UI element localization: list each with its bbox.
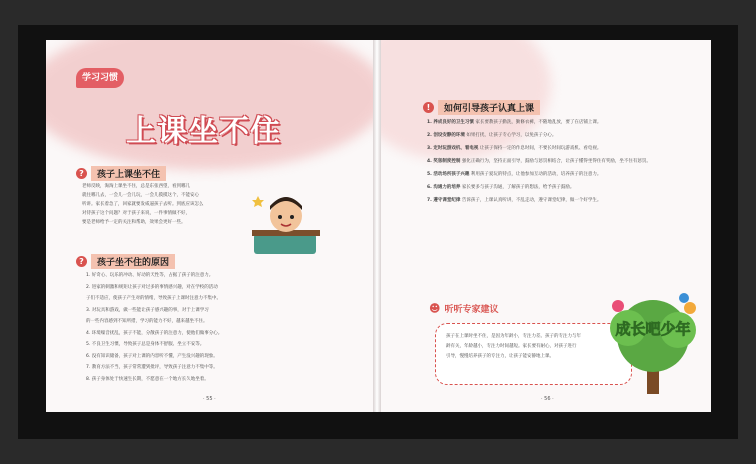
expert-text: 孩子在上课时坐不住，是因为年龄小，专注力差。孩子的专注力与年 龄有关，年龄越小，专注力时间越短。家长要有耐心，对孩子进行 引导，慢慢培养孩子的专注力，让孩子能安静地上课。 <box>446 334 581 359</box>
list-item: 5. 活动场所孩子兴趣 利用孩子爱玩的特点，让他参加互动的活动，培养孩子的注意力。 <box>427 172 602 177</box>
expert-title: 听听专家建议 <box>444 305 499 315</box>
page-number: · 56 · <box>541 396 554 402</box>
left-page <box>46 40 373 412</box>
list-item: 6. 沟通力的培养 家长要多与孩子沟通，了解孩子的想法，给予孩子鼓励。 <box>427 185 575 190</box>
section-heading-reasons <box>76 254 175 269</box>
section-title: 如何引导孩子认真上课 <box>438 100 540 115</box>
list-item: 1. 养成良好的卫生习惯 家长要教孩子勤洗，勤修衣裤，不随地乱放，要了在店铺上课。 <box>427 120 602 125</box>
list-item: 4. 奖惩制度控制 强化正确行为，坚持正面引导，鼓励与惩罚相结合，让孩子懂得坐得住有奖励，坐不住有惩罚。 <box>427 159 651 164</box>
section-heading-guide <box>423 100 540 115</box>
person-icon: ☻ <box>429 302 441 315</box>
reasons-list: 1. 好奇心、玩乐的冲动、好动的天性等，占据了孩子的注意力。 2. 进家的刺激和规矩让孩子对过多的事情感兴趣，对在学校的活动 子们不适应，使孩子产生对的情绪，导致孩子上课时注意力不集中。 3. 对玩具和游戏，做一些能让孩子感兴趣的事，对于上课学习 的一些内容感到不知所措，学习的能力不好，越来越坐不住。 4. 环境噪音扰乱，孩子不能，分散孩子的注意力，使他们做事分心。 5. 不良卫生习惯，导致孩子总是身体不舒服、坐立不安等。 6. 没有知识储备，孩子对上课的内容听不懂，产生没兴趣的现象。 7. 教育方法不当，孩子常常遭到批评，导致孩子注意力不集中等。 8. 孩子身体处于快速生长期，不愿意在一个地方长久地坐着。 <box>86 273 223 382</box>
section-title: 孩子上课坐不住 <box>91 166 166 181</box>
grow-tree-illustration <box>598 290 708 400</box>
question-icon: ? <box>76 168 87 179</box>
expert-heading <box>429 302 498 315</box>
question-icon: ? <box>76 256 87 267</box>
category-tag: 学习习惯 <box>76 68 124 88</box>
tree-title-text: 成长吧少年 <box>615 320 691 338</box>
list-item: 2. 创设安静的环境 如果打扰，让孩子专心学习，以免孩子分心。 <box>427 133 557 138</box>
boy-at-desk-illustration <box>252 186 320 260</box>
section-heading-problem <box>76 166 166 181</box>
section-title: 孩子坐不住的原因 <box>91 254 175 269</box>
page-title: 上课坐不住 <box>126 114 281 149</box>
list-item: 7. 遵守课堂纪律 告诉孩子，上课认真听讲，不乱走动，遵守课堂纪律，做一个好学生。 <box>427 198 602 203</box>
page-number: · 55 · <box>203 396 216 402</box>
problem-text: 老师反映，淘淘上课坐不住，总是东张西望，看到哪儿 就往哪儿去，一会儿一会儿玩，一会儿摸摸这个，不能安心 听讲。家长着急了，回家就要发威逼孩子去听。到底应该怎么 对待孩子这个问题？对于孩子来说，一件事情做不好， 要是老师给予一定的关注和帮助，效果会更好一些。 <box>82 184 204 225</box>
list-item: 3. 定时玩游戏机、看电视 让孩子保持一定的作息时间，不要长时间玩游戏机、看电视。 <box>427 146 602 151</box>
chat-bubble-icon: ! <box>423 102 434 113</box>
guide-list <box>427 118 689 209</box>
book-spine <box>373 40 381 412</box>
right-page <box>381 40 711 412</box>
watercolor-wash <box>46 40 373 170</box>
